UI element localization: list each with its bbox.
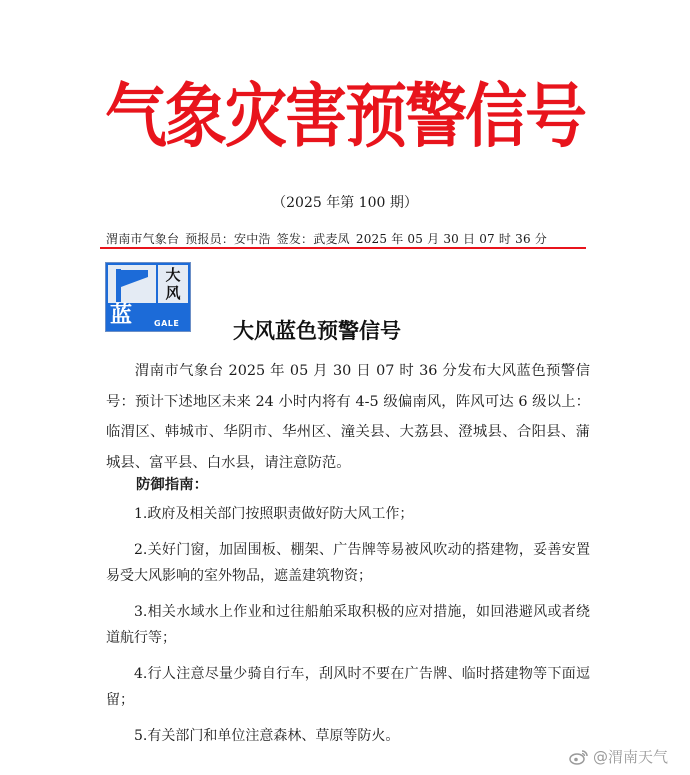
guidance-item: 1.政府及相关部门按照职责做好防大风工作；	[134, 506, 414, 522]
warning-title: 大风蓝色预警信号	[233, 319, 401, 343]
signal-char-2: 风	[165, 284, 181, 302]
red-divider	[100, 247, 586, 249]
watermark-text: @渭南天气	[592, 748, 668, 766]
weibo-icon	[569, 749, 589, 765]
guidance-item: 4.行人注意尽量少骑自行车，刮风时不要在广告牌、临时搭建物等下面逗留；	[106, 666, 590, 708]
signal-type-box	[158, 265, 188, 303]
wind-flag-icon	[108, 265, 156, 303]
guidance-item: 5.有关部门和单位注意森林、草原等防火。	[134, 728, 400, 744]
signal-char-1: 大	[165, 266, 181, 284]
main-title: 气象灾害预警信号	[104, 75, 585, 158]
agency: 渭南市气象台	[106, 232, 180, 246]
forecaster: 预报员：安中浩	[185, 232, 271, 246]
signal-english: GALE	[154, 319, 180, 328]
weibo-watermark	[569, 746, 668, 767]
warning-body: 渭南市气象台 2025 年 05 月 30 日 07 时 36 分发布大风蓝色预警信号：预计下述地区未来 24 小时内将有 4-5 级偏南风，阵风可达 6 级以上：临渭区、韩城市、华阴市、华州区、潼关县、大荔县、澄城县、合阳县、蒲城县、富平县、白水县，请注意防范。	[106, 363, 590, 471]
approver: 签发：武麦凤	[276, 232, 350, 246]
guidance-item: 2.关好门窗，加固围板、棚架、广告牌等易被风吹动的搭建物，妥善安置易受大风影响的室外物品，遮盖建筑物资；	[106, 542, 590, 584]
guidance-heading: 防御指南：	[136, 476, 208, 493]
issue-number: （2025 年第 100 期）	[272, 195, 418, 211]
gale-blue-signal-icon	[105, 262, 191, 332]
guidance-list	[106, 501, 590, 759]
issue-datetime: 2025 年 05 月 30 日 07 时 36 分	[355, 232, 548, 246]
signal-color-char: 蓝	[110, 303, 133, 328]
guidance-item: 3.相关水域水上作业和过往船舶采取积极的应对措施，如回港避风或者绕道航行等；	[106, 604, 590, 646]
document-meta	[106, 230, 547, 247]
